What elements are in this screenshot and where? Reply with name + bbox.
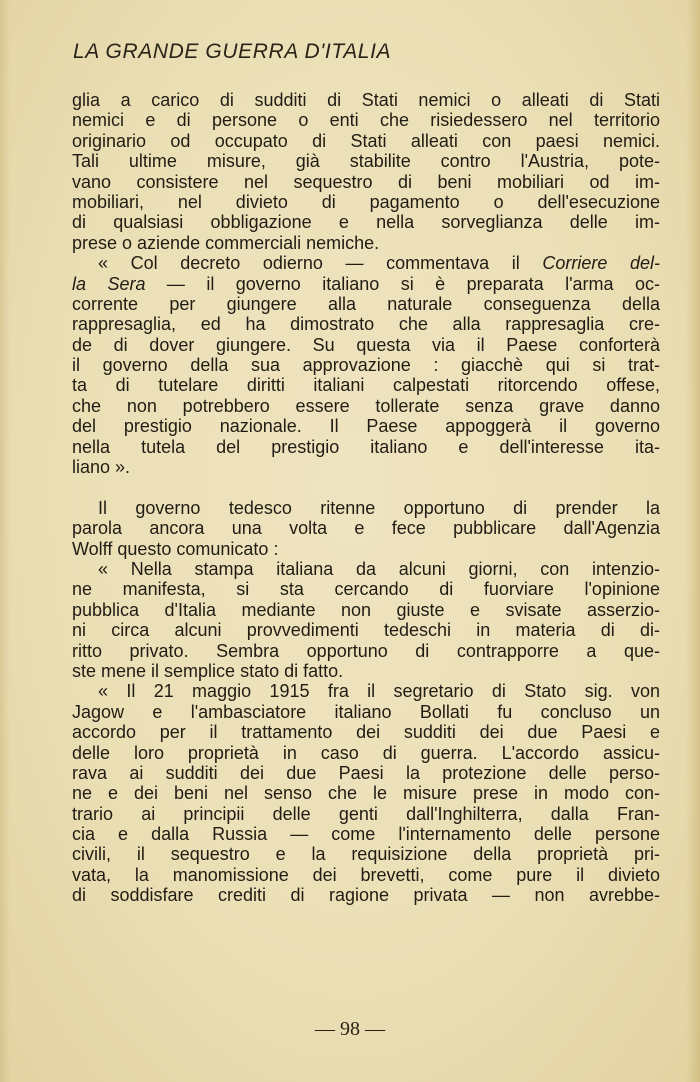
text-line: « Il 21 maggio 1915 fra il segretario di Stato sig. von: [98, 681, 660, 702]
text-line: trario ai principii delle genti dall'Inghilterra, dalla Fran-: [72, 803, 660, 824]
quote-open-fragment: « Col decreto odierno — commentava il Corriere del-: [98, 253, 661, 274]
text-line: ne manifesta, si sta cercando di fuorviare l'opinione: [72, 579, 660, 600]
text-line: de di dover giungere. Su questa via il Paese conforterà: [72, 334, 660, 355]
text-line: del prestigio nazionale. Il Paese appoggerà il governo: [72, 416, 660, 437]
text-line: prese o aziende commerciali nemiche.: [72, 232, 380, 253]
text-line: ste mene il semplice stato di fatto.: [72, 660, 344, 681]
text-line: parola ancora una volta e fece pubblicare dall'Agenzia: [72, 518, 660, 539]
text-line: il governo della sua approvazione : giacchè qui si trat-: [72, 355, 660, 376]
text-line: mobiliari, nel divieto di pagamento o dell'esecuzione: [72, 191, 660, 212]
text-line: nella tutela del prestigio italiano e dell'interesse ita-: [72, 436, 660, 457]
text-line: Wolff questo comunicato :: [72, 538, 279, 559]
running-head: LA GRANDE GUERRA D'ITALIA: [73, 40, 392, 63]
text-line: vata, la manomissione dei brevetti, come pure il divieto: [72, 864, 660, 885]
text-line: ritto privato. Sembra opportuno di contrapporre a que-: [72, 640, 660, 661]
text-line: [72, 253, 660, 273]
body-text: [72, 90, 660, 906]
text-line: ne e dei beni nel senso che le misure prese in modo con-: [72, 783, 660, 804]
text-line: Jagow e l'ambasciatore italiano Bollati fu concluso un: [72, 701, 660, 722]
text-line: vano consistere nel sequestro di beni mobiliari od im-: [72, 171, 660, 192]
text-line: accordo per il trattamento dei sudditi dei due Paesi e: [72, 722, 660, 743]
text-line: « Nella stampa italiana da alcuni giorni, con intenzio-: [98, 558, 660, 579]
paragraph-gap: [72, 477, 660, 497]
text-line: civili, il sequestro e la requisizione della proprietà pri-: [72, 844, 660, 865]
text-line: che non potrebbero essere tollerate senza grave danno: [72, 395, 660, 416]
text-line: cia e dalla Russia — come l'internamento delle persone: [72, 824, 660, 845]
text-line: rappresaglia, ed ha dimostrato che alla rappresaglia cre-: [72, 314, 660, 335]
text-line: Tali ultime misure, già stabilite contro l'Austria, pote-: [72, 151, 660, 172]
text-line: glia a carico di sudditi di Stati nemici o alleati di Stati: [72, 90, 660, 110]
text-line: pubblica d'Italia mediante non giuste e svisate asserzio-: [72, 599, 660, 620]
text-line: delle loro proprietà in caso di guerra. L'accordo assicu-: [72, 742, 660, 763]
text-line: liano ».: [72, 457, 131, 478]
text-line: ni circa alcuni provvedimenti tedeschi in materia di di-: [72, 620, 660, 641]
text-line: Il governo tedesco ritenne opportuno di prender la: [98, 497, 660, 518]
newspaper-title: la Sera: [72, 273, 146, 294]
text-line: corrente per giungere alla naturale conseguenza della: [72, 293, 660, 314]
text-line: originario od occupato di Stati alleati con paesi nemici.: [72, 130, 660, 151]
quote-fragment: la Sera — il governo italiano si è preparata l'arma oc-: [72, 273, 660, 294]
text-line: nemici e di persone o enti che risiedessero nel territorio: [72, 110, 660, 131]
newspaper-title: Corriere del-: [542, 253, 661, 274]
text-line: di soddisfare crediti di ragione privata — non avrebbe-: [72, 885, 660, 906]
page-number: — 98 —: [315, 1018, 385, 1040]
text-line: rava ai sudditi dei due Paesi la protezione delle perso-: [72, 762, 660, 783]
text-line: [72, 274, 660, 294]
text-line: ta di tutelare diritti italiani calpestati ritorcendo offese,: [72, 375, 660, 396]
text-line: di qualsiasi obbligazione e nella sorveglianza delle im-: [72, 212, 660, 233]
